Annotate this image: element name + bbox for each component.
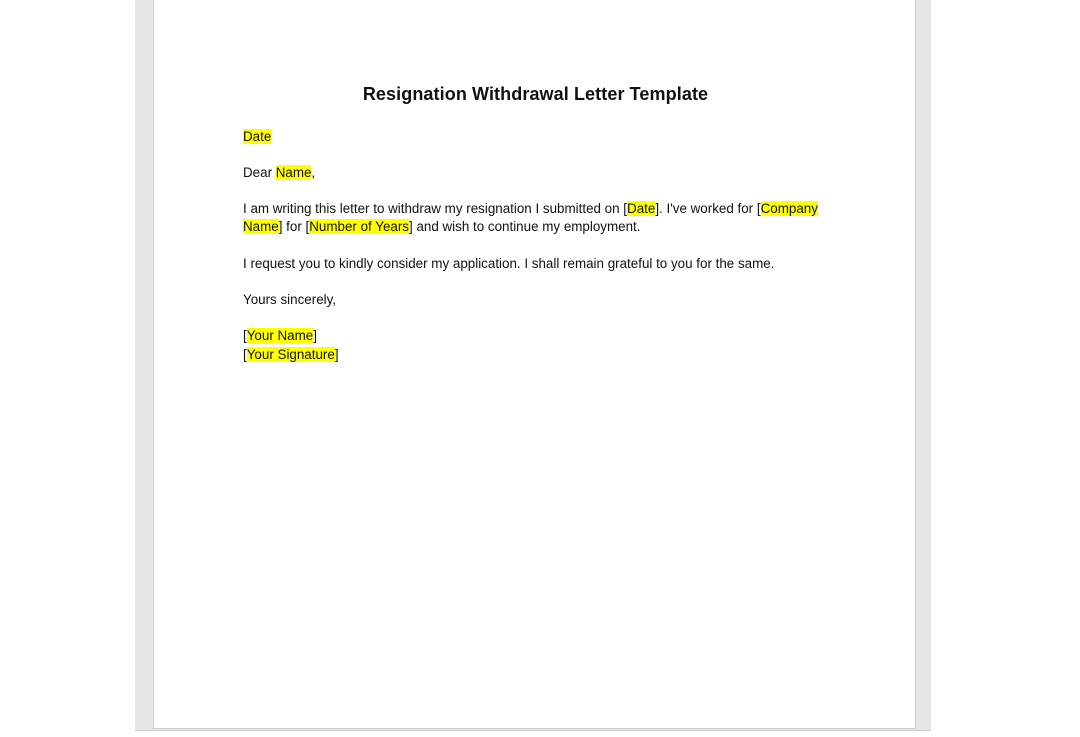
your-signature-line	[243, 346, 339, 364]
date-line	[243, 128, 271, 146]
date-placeholder: Date	[243, 129, 272, 144]
bracket-close: ]	[334, 347, 339, 362]
your-name-line	[243, 327, 317, 345]
submission-date-placeholder: Date	[627, 201, 656, 216]
paragraph1-text: ] and wish to continue my employment.	[409, 219, 641, 234]
your-signature-placeholder: Your Signature	[246, 347, 335, 362]
closing-line: Yours sincerely,	[243, 292, 337, 307]
paragraph1-line2	[243, 218, 640, 236]
greeting-suffix: ,	[311, 165, 316, 180]
company-name-placeholder: Company	[760, 201, 818, 216]
paragraph1-text: ] for [	[278, 219, 310, 234]
bracket-open: [	[243, 328, 247, 343]
greeting-prefix: Dear	[243, 165, 276, 180]
paragraph1-text: ]. I've worked for [	[655, 201, 761, 216]
paragraph1-text: I am writing this letter to withdraw my resignation I submitted on [	[243, 201, 628, 216]
bracket-open: [	[243, 347, 247, 362]
greeting-line	[243, 164, 315, 182]
your-name-placeholder: Your Name	[246, 328, 314, 343]
name-placeholder: Name	[275, 165, 312, 180]
bracket-close: ]	[313, 328, 317, 343]
document-page[interactable]	[153, 0, 916, 729]
paragraph2: I request you to kindly consider my application. I shall remain grateful to you for the same.	[243, 256, 775, 271]
company-name-placeholder: Name	[243, 219, 279, 234]
years-placeholder: Number of Years	[309, 219, 409, 234]
paragraph1-line1	[243, 200, 818, 218]
document-title: Resignation Withdrawal Letter Template	[362, 84, 709, 104]
